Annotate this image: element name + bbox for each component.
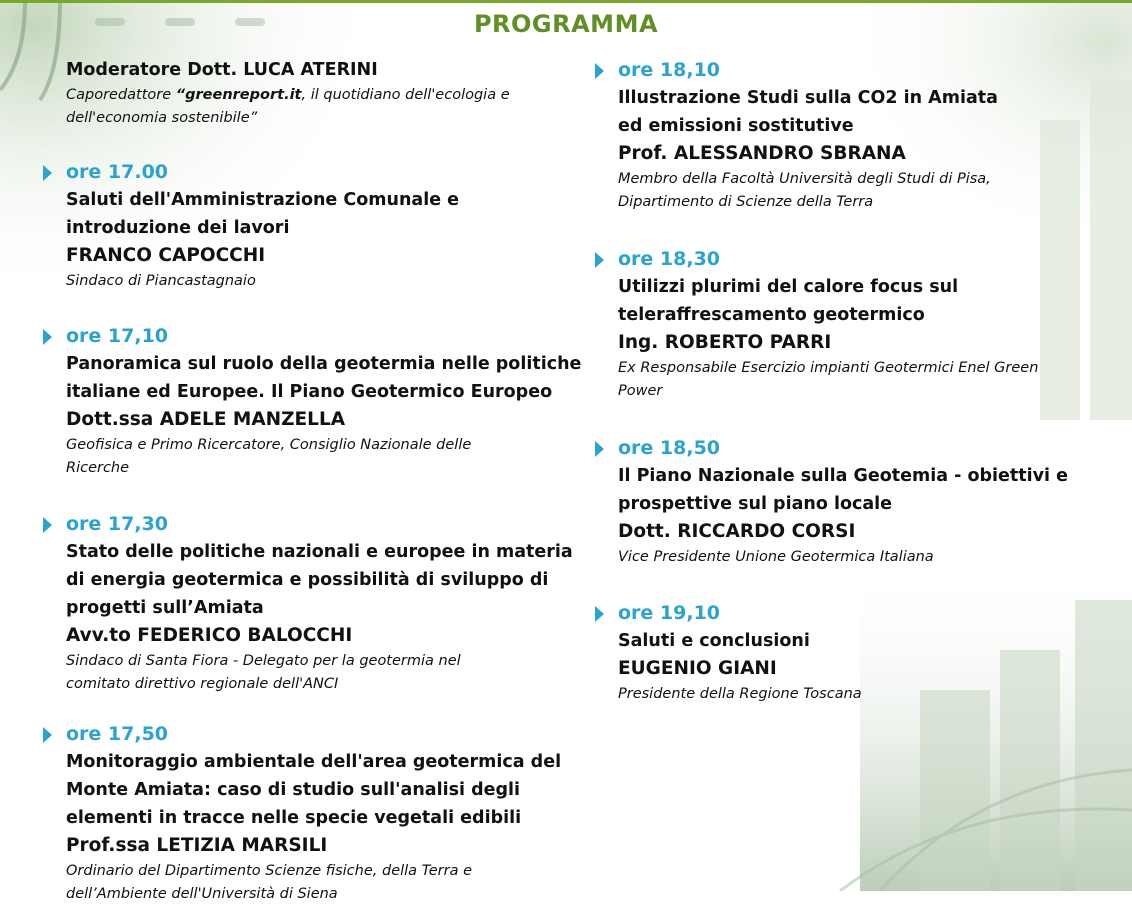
session-title: prospettive sul piano locale — [618, 494, 893, 514]
session-item — [618, 56, 1098, 214]
session-title: Utilizzi plurimi del calore focus sul — [618, 277, 959, 297]
session-time: ore 17.00 — [66, 161, 169, 183]
session-time: ore 18,50 — [618, 437, 721, 459]
session-speaker: EUGENIO GIANI — [618, 658, 777, 679]
session-title: introduzione dei lavori — [66, 218, 290, 238]
session-title: progetti sull’Amiata — [66, 598, 264, 618]
session-speaker-role: Ordinario del Dipartimento Scienze fisiche, della Terra e — [66, 863, 472, 879]
program-column-right — [618, 56, 1098, 706]
session-speaker: Dott. RICCARDO CORSI — [618, 521, 856, 542]
session-time: ore 18,30 — [618, 248, 721, 270]
session-speaker-role: Membro della Facoltà Università degli Studi di Pisa, — [618, 171, 991, 187]
session-speaker-role: Sindaco di Piancastagnaio — [66, 273, 256, 289]
moderator-name: Moderatore Dott. LUCA ATERINI — [66, 60, 378, 80]
session-item — [618, 599, 1098, 706]
session-speaker-role: Ricerche — [66, 460, 130, 476]
arrow-icon — [43, 517, 52, 533]
session-speaker-role: Presidente della Regione Toscana — [618, 686, 862, 702]
arrow-icon — [43, 329, 52, 345]
session-item — [66, 720, 586, 906]
session-title: Monte Amiata: caso di studio sull'analisi degli — [66, 780, 521, 800]
session-time: ore 19,10 — [618, 602, 721, 624]
session-speaker-role: comitato direttivo regionale dell'ANCI — [66, 676, 339, 692]
session-title: teleraffrescamento geotermico — [618, 305, 925, 325]
session-speaker: Ing. ROBERTO PARRI — [618, 332, 832, 353]
session-title: Saluti dell'Amministrazione Comunale e — [66, 190, 460, 210]
top-accent-line — [0, 0, 1132, 3]
session-speaker-role: Geofisica e Primo Ricercatore, Consiglio Nazionale delle — [66, 437, 472, 453]
session-item — [66, 322, 586, 480]
arrow-icon — [595, 252, 604, 268]
session-title: Stato delle politiche nazionali e europee in materia — [66, 542, 573, 562]
session-speaker-role: Ex Responsabile Esercizio impianti Geotermici Enel Green — [618, 360, 1039, 376]
session-title: di energia geotermica e possibilità di sviluppo di — [66, 570, 549, 590]
arrow-icon — [43, 727, 52, 743]
session-speaker-role: Power — [618, 383, 663, 399]
session-speaker: FRANCO CAPOCCHI — [66, 245, 266, 266]
page-title: PROGRAMMA — [473, 10, 659, 38]
session-title: Illustrazione Studi sulla CO2 in Amiata — [618, 88, 998, 108]
session-time: ore 18,10 — [618, 59, 721, 81]
session-title: Saluti e conclusioni — [618, 631, 810, 651]
arrow-icon — [595, 606, 604, 622]
session-time: ore 17,30 — [66, 513, 169, 535]
session-title: Panoramica sul ruolo della geotermia nelle politiche — [66, 354, 582, 374]
session-speaker-role: Vice Presidente Unione Geotermica Italiana — [618, 549, 934, 565]
session-time: ore 17,10 — [66, 325, 169, 347]
session-speaker: Avv.to FEDERICO BALOCCHI — [66, 625, 353, 646]
session-item — [66, 158, 586, 293]
session-title: italiane ed Europee. Il Piano Geotermico Europeo — [66, 382, 553, 402]
session-speaker-role: Sindaco di Santa Fiora - Delegato per la geotermia nel — [66, 653, 461, 669]
arrow-icon — [595, 63, 604, 79]
session-time: ore 17,50 — [66, 723, 169, 745]
session-speaker: Dott.ssa ADELE MANZELLA — [66, 409, 346, 430]
moderator-role: Caporedattore “greenreport.it, il quotidiano dell'ecologia e — [66, 87, 510, 103]
session-item — [66, 510, 586, 696]
arrow-icon — [43, 165, 52, 181]
session-speaker: Prof. ALESSANDRO SBRANA — [618, 143, 906, 164]
arrow-icon — [595, 441, 604, 457]
session-speaker: Prof.ssa LETIZIA MARSILI — [66, 835, 328, 856]
moderator-role-line2: dell'economia sostenibile” — [66, 110, 258, 126]
session-speaker-role: Dipartimento di Scienze della Terra — [618, 194, 874, 210]
session-speaker-role: dell’Ambiente dell'Università di Siena — [66, 886, 338, 902]
session-title: ed emissioni sostitutive — [618, 116, 854, 136]
session-title: Il Piano Nazionale sulla Geotemia - obiettivi e — [618, 466, 1068, 486]
session-item — [618, 245, 1098, 403]
program-column-left — [66, 56, 586, 906]
session-title: elementi in tracce nelle specie vegetali edibili — [66, 808, 522, 828]
session-title: Monitoraggio ambientale dell'area geotermica del — [66, 752, 562, 772]
session-item — [618, 434, 1098, 569]
